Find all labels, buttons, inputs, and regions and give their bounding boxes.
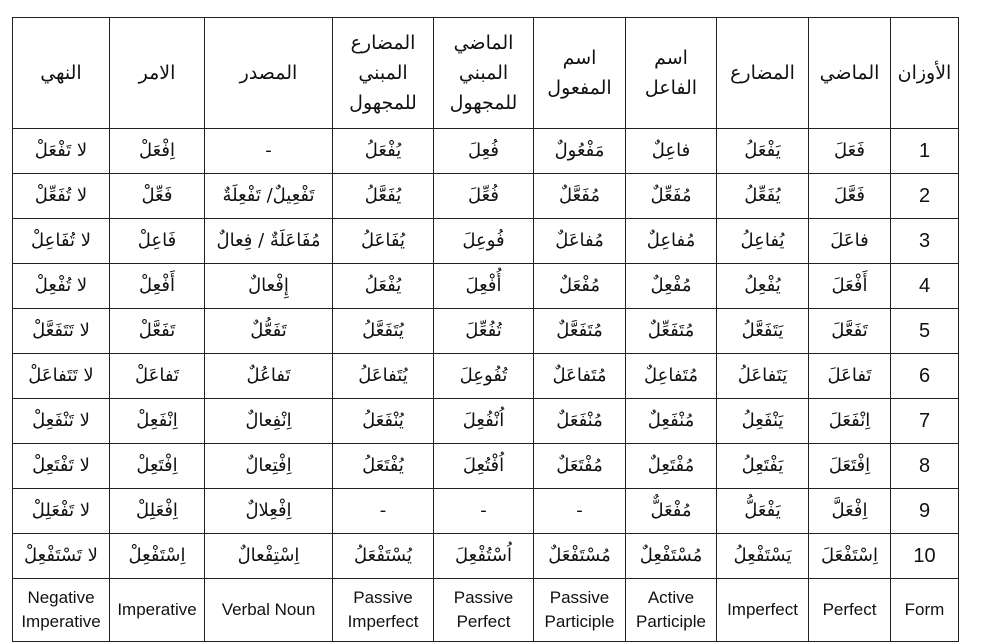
cell-passive-imperfect: يُفْتَعَلُ (333, 444, 434, 489)
cell-passive-participle: مُسْتَفْعَلٌ (534, 534, 626, 579)
header-text: Imperfect (347, 612, 419, 631)
cell-passive-perfect: تُفُوعِلَ (434, 354, 534, 399)
cell-imperative: أَفْعِلْ (110, 264, 205, 309)
table-row (13, 354, 959, 399)
cell-negative-imperative: لا تَتَفاعَلْ (13, 354, 110, 399)
cell-negative-imperative: لا تَفْعَلْ (13, 129, 110, 174)
cell-passive-participle: مَفْعُولٌ (534, 129, 626, 174)
table-row (13, 444, 959, 489)
cell-active-participle: فاعِلٌ (626, 129, 717, 174)
header-text: المضارع (350, 32, 416, 54)
cell-perfect: فَعَلَ (809, 129, 891, 174)
table-row (13, 399, 959, 444)
english-header-cell-passive-participle (534, 579, 626, 642)
arabic-header-cell-verbal-noun (205, 18, 333, 129)
cell-form: 2 (891, 174, 959, 219)
cell-imperative: اِسْتَفْعِلْ (110, 534, 205, 579)
cell-verbal-noun: تَفْعِيلٌ/ تَفْعِلَةٌ (205, 174, 333, 219)
cell-active-participle: مُفاعِلٌ (626, 219, 717, 264)
table-row (13, 264, 959, 309)
header-text: الأوزان (897, 62, 952, 84)
header-text: Negative (27, 588, 95, 607)
header-text: Imperative (117, 600, 197, 619)
header-text: المبني (358, 62, 408, 84)
cell-perfect: اِفْتَعَلَ (809, 444, 891, 489)
header-text: المضارع (730, 62, 795, 84)
cell-imperative: اِفْعَلِلْ (110, 489, 205, 534)
cell-perfect: فَعَّلَ (809, 174, 891, 219)
header-text: الماضي (453, 32, 514, 54)
cell-verbal-noun: تَفَعُّلٌ (205, 309, 333, 354)
cell-perfect: تَفاعَلَ (809, 354, 891, 399)
cell-passive-participle: مُفْتَعَلٌ (534, 444, 626, 489)
cell-passive-imperfect: يُفْعَلُ (333, 264, 434, 309)
cell-perfect: أَفْعَلَ (809, 264, 891, 309)
cell-passive-perfect: تُفُعِّلَ (434, 309, 534, 354)
cell-imperfect: يُفْعِلُ (717, 264, 809, 309)
cell-perfect: اِفْعَلَّ (809, 489, 891, 534)
cell-form: 9 (891, 489, 959, 534)
verb-forms-table (12, 17, 959, 642)
cell-form: 10 (891, 534, 959, 579)
cell-perfect: تَفَعَّلَ (809, 309, 891, 354)
cell-passive-participle: مُفَعَّلٌ (534, 174, 626, 219)
cell-passive-imperfect: يُتَفاعَلُ (333, 354, 434, 399)
header-text: المصدر (239, 62, 298, 84)
arabic-header-cell-passive-perfect (434, 18, 534, 129)
arabic-header-cell-passive-imperfect (333, 18, 434, 129)
table-row (13, 534, 959, 579)
header-text: اسم المفعول (547, 47, 612, 99)
cell-passive-imperfect: يُفْعَلُ (333, 129, 434, 174)
arabic-header-cell-imperative (110, 18, 205, 129)
table-row (13, 489, 959, 534)
english-header-cell-perfect (809, 579, 891, 642)
cell-passive-imperfect: يُتَفَعَّلُ (333, 309, 434, 354)
english-header-cell-passive-perfect (434, 579, 534, 642)
cell-imperfect: يَفْعَلُّ (717, 489, 809, 534)
arabic-header-cell-passive-participle (534, 18, 626, 129)
cell-perfect: اِنْفَعَلَ (809, 399, 891, 444)
cell-form: 4 (891, 264, 959, 309)
arabic-header-row (13, 18, 959, 129)
header-text: Perfect (822, 600, 877, 619)
arabic-header-cell-form (891, 18, 959, 129)
header-text: الامر (138, 62, 176, 84)
cell-negative-imperative: لا تَفْتَعِلْ (13, 444, 110, 489)
header-text: Imperative (21, 612, 101, 631)
cell-passive-participle: مُفْعَلٌ (534, 264, 626, 309)
arabic-header-cell-active-participle (626, 18, 717, 129)
cell-passive-perfect: اُنْفُعِلَ (434, 399, 534, 444)
cell-passive-perfect: فُعِّلَ (434, 174, 534, 219)
cell-imperative: اِفْتَعِلْ (110, 444, 205, 489)
header-text: اسم الفاعل (644, 47, 698, 99)
cell-form: 5 (891, 309, 959, 354)
cell-imperfect: يَفْتَعِلُ (717, 444, 809, 489)
header-text: المبني (458, 62, 509, 84)
cell-perfect: فاعَلَ (809, 219, 891, 264)
cell-passive-imperfect: يُنْفَعَلُ (333, 399, 434, 444)
header-text: Passive (353, 588, 413, 607)
cell-form: 7 (891, 399, 959, 444)
header-text: Verbal Noun (221, 600, 316, 619)
cell-passive-perfect: - (434, 489, 534, 534)
english-header-cell-verbal-noun (205, 579, 333, 642)
header-text: النهي (40, 62, 82, 84)
header-text: Perfect (456, 612, 511, 631)
header-text: Passive (549, 588, 610, 607)
cell-passive-participle: مُنْفَعَلٌ (534, 399, 626, 444)
cell-form: 6 (891, 354, 959, 399)
cell-verbal-noun: تَفاعُلٌ (205, 354, 333, 399)
cell-negative-imperative: لا تَتَفَعَّلْ (13, 309, 110, 354)
cell-negative-imperative: لا تَنْفَعِلْ (13, 399, 110, 444)
table-row (13, 174, 959, 219)
cell-passive-perfect: فُوعِلَ (434, 219, 534, 264)
cell-negative-imperative: لا تُفَعِّلْ (13, 174, 110, 219)
cell-negative-imperative: لا تُفَاعِلْ (13, 219, 110, 264)
header-text: Passive (453, 588, 514, 607)
english-header-cell-passive-imperfect (333, 579, 434, 642)
cell-active-participle: مُتَفَعِّلٌ (626, 309, 717, 354)
cell-active-participle: مُنْفَعِلٌ (626, 399, 717, 444)
header-text: للمجهول (349, 92, 417, 114)
english-header-cell-negative-imperative (13, 579, 110, 642)
cell-form: 1 (891, 129, 959, 174)
cell-passive-perfect: اُسْتُفْعِلَ (434, 534, 534, 579)
english-header-cell-form (891, 579, 959, 642)
cell-imperative: تَفاعَلْ (110, 354, 205, 399)
cell-imperfect: يَتَفاعَلُ (717, 354, 809, 399)
cell-passive-imperfect: - (333, 489, 434, 534)
cell-passive-perfect: فُعِلَ (434, 129, 534, 174)
cell-passive-perfect: أُفْعِلَ (434, 264, 534, 309)
english-header-row (13, 579, 959, 642)
cell-imperative: تَفَعَّلْ (110, 309, 205, 354)
cell-active-participle: مُفْعِلٌ (626, 264, 717, 309)
cell-verbal-noun: - (205, 129, 333, 174)
header-text: Form (904, 600, 945, 619)
cell-form: 8 (891, 444, 959, 489)
cell-passive-perfect: اُفْتُعِلَ (434, 444, 534, 489)
cell-verbal-noun: اِنْفِعالٌ (205, 399, 333, 444)
cell-verbal-noun: إِفْعالٌ (205, 264, 333, 309)
cell-passive-participle: مُتَفاعَلٌ (534, 354, 626, 399)
cell-active-participle: مُفَعِّلٌ (626, 174, 717, 219)
cell-imperfect: يَفْعَلُ (717, 129, 809, 174)
cell-active-participle: مُفْعَلٌّ (626, 489, 717, 534)
cell-imperfect: يُفاعِلُ (717, 219, 809, 264)
cell-perfect: اِسْتَفْعَلَ (809, 534, 891, 579)
header-text: للمجهول (449, 92, 518, 114)
cell-passive-participle: - (534, 489, 626, 534)
english-header-cell-active-participle (626, 579, 717, 642)
cell-imperfect: يَنْفَعِلُ (717, 399, 809, 444)
arabic-header-cell-negative-imperative (13, 18, 110, 129)
header-text: Imperfect (727, 600, 798, 619)
cell-passive-participle: مُفاعَلٌ (534, 219, 626, 264)
cell-negative-imperative: لا تَفْعَلِلْ (13, 489, 110, 534)
cell-negative-imperative: لا تُفْعِلْ (13, 264, 110, 309)
cell-verbal-noun: اِسْتِفْعالٌ (205, 534, 333, 579)
table-row (13, 219, 959, 264)
cell-form: 3 (891, 219, 959, 264)
arabic-header-cell-imperfect (717, 18, 809, 129)
cell-active-participle: مُسْتَفْعِلٌ (626, 534, 717, 579)
cell-imperative: اِنْفَعِلْ (110, 399, 205, 444)
header-text: Active (647, 588, 695, 607)
cell-passive-imperfect: يُفَعَّلُ (333, 174, 434, 219)
cell-verbal-noun: اِفْعِلالٌ (205, 489, 333, 534)
cell-verbal-noun: مُفَاعَلَةٌ / فِعالٌ (205, 219, 333, 264)
cell-verbal-noun: اِفْتِعالٌ (205, 444, 333, 489)
table-row (13, 129, 959, 174)
table-row (13, 309, 959, 354)
cell-passive-imperfect: يُفَاعَلُ (333, 219, 434, 264)
cell-imperfect: يُفَعِّلُ (717, 174, 809, 219)
cell-active-participle: مُفْتَعِلٌ (626, 444, 717, 489)
cell-passive-participle: مُتَفَعَّلٌ (534, 309, 626, 354)
english-header-cell-imperfect (717, 579, 809, 642)
english-header-cell-imperative (110, 579, 205, 642)
cell-imperfect: يَتَفَعَّلُ (717, 309, 809, 354)
arabic-header-cell-perfect (809, 18, 891, 129)
cell-active-participle: مُتَفاعِلٌ (626, 354, 717, 399)
header-text: Participle (636, 612, 706, 631)
cell-imperfect: يَسْتَفْعِلُ (717, 534, 809, 579)
cell-imperative: فَعِّلْ (110, 174, 205, 219)
header-text: الماضي (819, 62, 880, 84)
cell-imperative: اِفْعَلْ (110, 129, 205, 174)
cell-negative-imperative: لا تَسْتَفْعِلْ (13, 534, 110, 579)
table-body (13, 18, 959, 642)
cell-passive-imperfect: يُسْتَفْعَلُ (333, 534, 434, 579)
cell-imperative: فَاعِلْ (110, 219, 205, 264)
header-text: Participle (544, 612, 615, 631)
